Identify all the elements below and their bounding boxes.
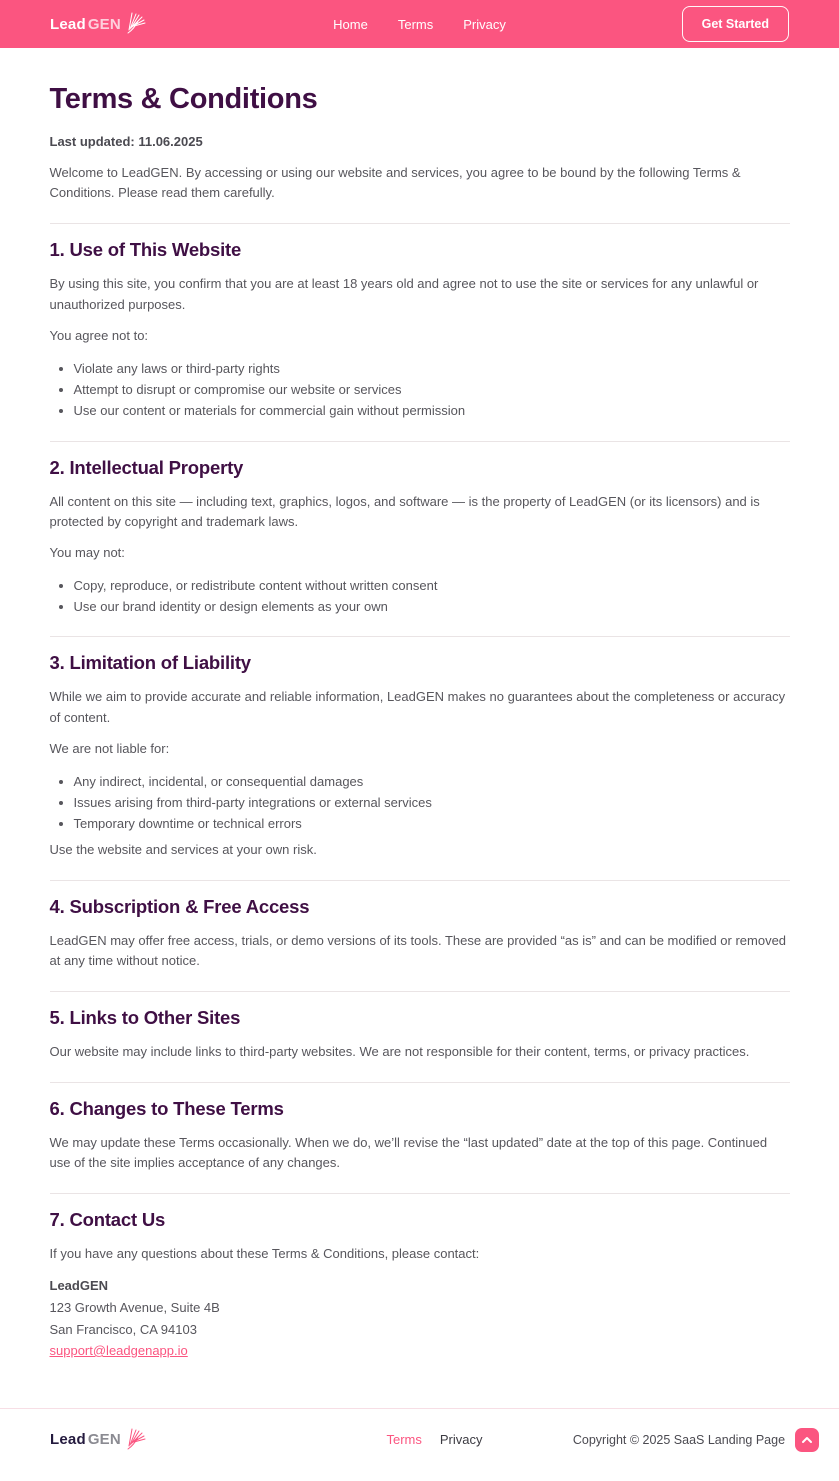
contact-email-link[interactable]: support@leadgenapp.io — [49, 1342, 188, 1358]
footer-link-terms[interactable]: Terms — [386, 1432, 422, 1448]
terms-section — [50, 239, 790, 420]
section-divider — [50, 1193, 790, 1194]
header-left — [50, 9, 333, 39]
terms-section — [50, 1209, 790, 1264]
section-paragraph: Use the website and services at your own risk. — [49, 841, 317, 857]
section-list-item: • Copy, reproduce, or redistribute content without written consent — [74, 576, 790, 595]
last-updated-text: Last updated: 11.06.2025 — [49, 134, 203, 149]
logo-burst-icon — [123, 9, 146, 39]
terms-section — [50, 1098, 790, 1173]
terms-section — [50, 652, 790, 859]
contact-block — [50, 1276, 790, 1360]
contact-address-line2: San Francisco, CA 94103 — [49, 1321, 197, 1337]
section-paragraph: If you have any questions about these Terms & Conditions, please contact: — [49, 1246, 480, 1262]
contact-address-line1: 123 Growth Avenue, Suite 4B — [49, 1299, 220, 1315]
terms-page-content — [50, 83, 790, 1408]
logo-text-gen: GEN — [87, 15, 121, 33]
section-heading: 6. Changes to These Terms — [49, 1098, 284, 1120]
terms-section — [50, 457, 790, 617]
terms-section — [50, 1007, 790, 1062]
section-list-item: • Any indirect, incidental, or consequential damages — [74, 772, 790, 791]
section-divider — [50, 991, 790, 992]
footer-left — [50, 1425, 387, 1455]
footer-nav — [387, 1432, 483, 1447]
logo-text-lead: Lead — [50, 15, 86, 33]
footer-logo-burst-icon — [123, 1425, 146, 1455]
section-paragraph: While we aim to provide accurate and reliable information, LeadGEN makes no guarantees about the completeness or accuracy of content. — [49, 689, 786, 725]
footer-right — [483, 1428, 820, 1452]
section-list — [50, 772, 790, 834]
get-started-button[interactable]: Get Started — [682, 6, 789, 42]
nav-item-terms[interactable]: Terms — [397, 16, 434, 32]
header-right — [506, 6, 789, 42]
section-list-item: • Use our brand identity or design elements as your own — [74, 597, 790, 616]
section-heading: 2. Intellectual Property — [49, 456, 244, 478]
section-heading: 3. Limitation of Liability — [49, 652, 251, 674]
scroll-to-top-button[interactable] — [795, 1428, 819, 1452]
section-divider — [50, 1082, 790, 1083]
section-paragraph: You agree not to: — [49, 327, 149, 343]
section-heading: 5. Links to Other Sites — [49, 1006, 241, 1028]
section-paragraph: All content on this site — including text, graphics, logos, and software — is the property of LeadGEN (or its licensors) and is protected by copyright and trademark laws. — [49, 493, 760, 529]
contact-company: LeadGEN — [49, 1277, 109, 1293]
section-list-item: • Use our content or materials for commercial gain without permission — [74, 401, 790, 420]
section-list — [50, 576, 790, 616]
intro-divider — [50, 223, 790, 224]
section-paragraph: We are not liable for: — [49, 740, 170, 756]
footer-logo[interactable] — [50, 1425, 146, 1455]
section-divider — [50, 880, 790, 881]
section-list-item: • Issues arising from third-party integrations or external services — [74, 793, 790, 812]
nav-item-privacy[interactable]: Privacy — [463, 16, 506, 32]
section-heading: 4. Subscription & Free Access — [49, 895, 310, 917]
section-divider — [50, 441, 790, 442]
section-divider — [50, 636, 790, 637]
footer-logo-text-lead: Lead — [50, 1431, 86, 1449]
main-nav — [333, 17, 506, 32]
copyright-text: Copyright © 2025 SaaS Landing Page — [572, 1432, 786, 1447]
site-footer — [0, 1408, 839, 1481]
section-paragraph: You may not: — [49, 544, 125, 560]
page-title: Terms & Conditions — [49, 83, 318, 115]
chevron-up-icon — [801, 1432, 813, 1447]
section-paragraph: We may update these Terms occasionally. When we do, we’ll revise the “last updated” date at the top of this page. Continued use of the site implies acceptance of any changes. — [49, 1135, 768, 1171]
intro-paragraph: Welcome to LeadGEN. By accessing or using our website and services, you agree to be bound by the following Terms & Conditions. Please read them carefully. — [49, 165, 741, 201]
terms-sections — [50, 239, 790, 1264]
section-paragraph: LeadGEN may offer free access, trials, or demo versions of its tools. These are provided “as is” and can be modified or removed at any time without notice. — [49, 932, 787, 968]
footer-logo-text-gen: GEN — [87, 1431, 121, 1449]
section-list-item: • Violate any laws or third-party rights — [74, 359, 790, 378]
section-paragraph: Our website may include links to third-party websites. We are not responsible for their content, terms, or privacy practices. — [49, 1043, 750, 1059]
nav-item-home[interactable]: Home — [333, 16, 368, 32]
section-list — [50, 359, 790, 421]
section-heading: 7. Contact Us — [49, 1209, 166, 1231]
section-heading: 1. Use of This Website — [49, 239, 242, 261]
site-header — [0, 0, 839, 48]
section-list-item: • Attempt to disrupt or compromise our website or services — [74, 380, 790, 399]
terms-section — [50, 896, 790, 971]
section-paragraph: By using this site, you confirm that you are at least 18 years old and agree not to use the site or services for any unlawful or unauthorized purposes. — [49, 276, 759, 312]
header-logo[interactable] — [50, 9, 146, 39]
footer-link-privacy[interactable]: Privacy — [439, 1432, 483, 1448]
section-list-item: • Temporary downtime or technical errors — [74, 814, 790, 833]
